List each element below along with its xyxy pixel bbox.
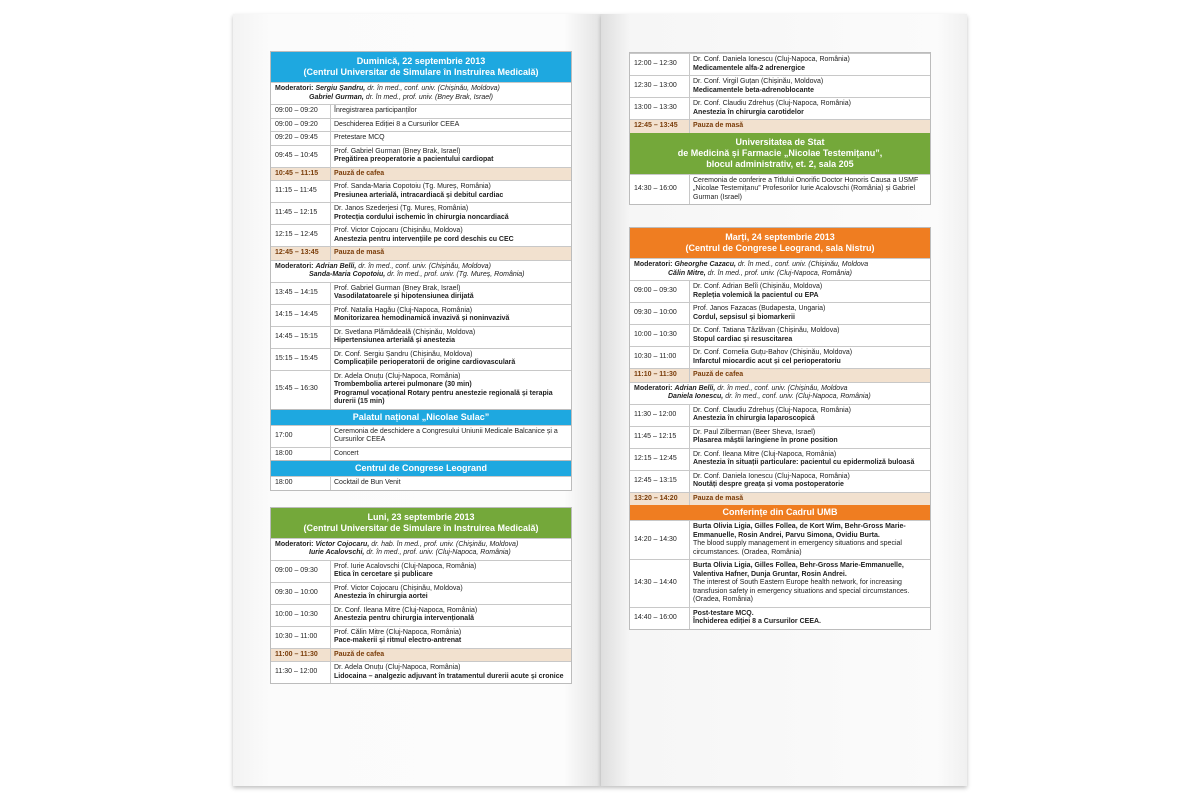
session-content bbox=[331, 627, 571, 648]
moderator-name: Sergiu Șandru, bbox=[315, 85, 366, 92]
moderator-affiliation: dr. în med., conf. univ. (Chișinău, Moldova bbox=[715, 384, 848, 392]
section-header bbox=[630, 133, 930, 174]
session-time: 11:30 – 12:00 bbox=[271, 662, 331, 683]
break-label: Pauza de masă bbox=[693, 494, 744, 502]
session-speaker: Prof. Victor Cojocaru (Chișinău, Moldova) bbox=[334, 227, 463, 234]
session-content bbox=[331, 605, 571, 626]
session-topic: Post-testare MCQ. bbox=[693, 609, 754, 617]
section-title-line: Universitatea de Stat bbox=[735, 136, 825, 147]
section-title-line: Marți, 24 septembrie 2013 bbox=[725, 232, 835, 242]
session-row bbox=[271, 145, 571, 167]
session-row bbox=[271, 447, 571, 461]
session-time: 14:30 – 16:00 bbox=[630, 175, 690, 205]
session-row bbox=[271, 104, 571, 118]
session-speaker: Ceremonia de deschidere a Congresului Uniunii Medicale Balcanice și a Cursurilor CEEA bbox=[334, 427, 558, 443]
moderators-row bbox=[271, 260, 571, 282]
session-speaker: Dr. Conf. Cornelia Guțu-Bahov (Chișinău, Moldova) bbox=[693, 349, 853, 356]
session-time: 10:30 – 11:00 bbox=[271, 627, 331, 648]
session-speaker: Dr. Conf. Virgil Guțan (Chișinău, Moldova) bbox=[693, 78, 824, 85]
break-row bbox=[630, 492, 930, 506]
section-title-line: Palatul național „Nicolae Sulac” bbox=[352, 411, 490, 422]
session-row bbox=[630, 520, 930, 559]
right-page bbox=[601, 14, 967, 786]
session-speaker: Concert bbox=[334, 449, 359, 457]
session-content bbox=[690, 405, 930, 426]
session-content bbox=[690, 175, 930, 205]
session-row bbox=[630, 448, 930, 470]
session-row bbox=[271, 582, 571, 604]
session-time: 13:00 – 13:30 bbox=[630, 98, 690, 119]
session-content bbox=[331, 561, 571, 582]
moderator-line bbox=[275, 271, 567, 280]
session-speaker: Prof. Natalia Hagău (Cluj-Napoca, România) bbox=[334, 306, 473, 314]
session-row bbox=[630, 470, 930, 492]
moderator-name: Călin Mitre, bbox=[668, 269, 706, 277]
session-topic: Pace-makerii și ritmul electro-antrenat bbox=[334, 637, 462, 644]
session-topic: Stopul cardiac și resuscitarea bbox=[693, 335, 793, 343]
section-header bbox=[630, 228, 930, 258]
session-topic: Lidocaina – analgezic adjuvant în tratamentul durerii acute și cronice bbox=[334, 672, 564, 680]
moderator-affiliation: dr. în med., prof. univ. (Bney Brak, Israel) bbox=[363, 93, 494, 101]
session-row bbox=[271, 202, 571, 224]
session-time: 09:30 – 10:00 bbox=[630, 303, 690, 324]
session-row bbox=[630, 302, 930, 324]
moderator-line bbox=[634, 261, 926, 270]
session-topic: Medicamentele beta-adrenoblocante bbox=[693, 86, 814, 94]
session-time: 09:45 – 10:45 bbox=[271, 146, 331, 167]
session-content bbox=[690, 560, 930, 607]
session-row bbox=[271, 131, 571, 145]
program-block-mon bbox=[270, 507, 572, 685]
session-row bbox=[271, 476, 571, 490]
session-topic: Etica în cercetare și publicare bbox=[334, 571, 433, 578]
session-speaker: Prof. Călin Mitre (Cluj-Napoca, România) bbox=[334, 628, 462, 636]
session-content bbox=[331, 225, 571, 246]
session-speaker: Dr. Adela Onuțu (Cluj-Napoca, România) bbox=[334, 372, 461, 380]
session-row bbox=[271, 180, 571, 202]
session-topic: Anestezia în chirurgia aortei bbox=[334, 593, 428, 600]
session-speaker: Dr. Conf. Daniela Ionescu (Cluj-Napoca, România) bbox=[693, 472, 850, 480]
session-time: 09:20 – 09:45 bbox=[271, 132, 331, 145]
session-topic: Hipertensiunea arterială și anestezia bbox=[334, 337, 455, 344]
session-speaker: Dr. Janos Szederjesi (Tg. Mureș, România) bbox=[334, 205, 469, 212]
moderators-label: Moderatori: bbox=[275, 262, 316, 270]
session-time: 09:00 – 09:20 bbox=[271, 105, 331, 118]
session-content bbox=[331, 349, 571, 370]
session-content bbox=[690, 303, 930, 324]
break-row bbox=[630, 368, 930, 382]
session-topic: Programul vocațional Rotary pentru anestezie regională și terapia durerii (15 min) bbox=[334, 389, 553, 405]
moderator-affiliation: dr. în med., prof. univ. (Cluj-Napoca, România) bbox=[364, 549, 511, 556]
session-row bbox=[271, 661, 571, 683]
session-time: 13:45 – 14:15 bbox=[271, 283, 331, 304]
session-row bbox=[630, 607, 930, 629]
moderator-line bbox=[275, 85, 567, 94]
session-row bbox=[271, 282, 571, 304]
section-header bbox=[271, 508, 571, 538]
moderator-name: Adrian Belîi, bbox=[674, 384, 716, 392]
session-topic: Medicamentele alfa-2 adrenergice bbox=[693, 64, 806, 72]
session-content bbox=[690, 521, 930, 559]
session-row bbox=[630, 346, 930, 368]
session-speaker: Deschiderea Ediției 8 a Cursurilor CEEA bbox=[334, 120, 460, 128]
left-column bbox=[270, 51, 572, 684]
moderator-name: Daniela Ionescu, bbox=[668, 393, 724, 400]
session-content bbox=[690, 608, 930, 629]
section-title-line: Centrul de Congrese Leogrand bbox=[354, 463, 488, 473]
session-speaker: Dr. Conf. Ileana Mitre (Cluj-Napoca, România) bbox=[693, 450, 837, 458]
section-title-line: de Medicină și Farmacie „Nicolae Testemițanu”, bbox=[677, 147, 883, 158]
session-topic: Burta Olivia Ligia, Gilles Follea, Behr-Gross Marie-Emmanuelle, Valentiva Hafner, Dunja Gruntar, Rosin Andrei. bbox=[693, 562, 904, 578]
section-header bbox=[271, 52, 571, 82]
session-content bbox=[331, 305, 571, 326]
moderator-name: Adrian Belîi, bbox=[315, 262, 357, 270]
moderator-name: Victor Cojocaru, bbox=[315, 540, 370, 548]
session-row bbox=[271, 604, 571, 626]
session-row bbox=[630, 174, 930, 205]
session-content bbox=[690, 449, 930, 470]
session-speaker: Ceremonia de conferire a Titlului Onorific Doctor Honoris Causa a USMF „Nicolae Testemițanu” Profesorilor Iurie Acalovschi (România) și Gabriel Gurman (Israel) bbox=[693, 176, 919, 201]
section-title-line: blocul administrativ, et. 2, sala 205 bbox=[706, 158, 854, 169]
moderators-row bbox=[630, 258, 930, 280]
session-topic: Plasarea măștii laringiene în prone position bbox=[693, 437, 838, 444]
session-content bbox=[690, 427, 930, 448]
session-speaker: Dr. Conf. Claudiu Zdrehuș (Cluj-Napoca, România) bbox=[693, 406, 851, 414]
session-content bbox=[331, 146, 571, 167]
session-content bbox=[331, 105, 571, 118]
section-header bbox=[271, 410, 571, 425]
moderator-line bbox=[634, 270, 926, 279]
section-title-line: (Centrul de Congrese Leogrand, sala Nistru) bbox=[685, 243, 875, 253]
session-time: 09:00 – 09:30 bbox=[271, 561, 331, 582]
session-topic: Pregătirea preoperatorie a pacientului cardiopat bbox=[334, 156, 494, 163]
session-speaker: Pretestare MCQ bbox=[334, 134, 385, 141]
session-speaker: Prof. Gabriel Gurman (Bney Brak, Israel) bbox=[334, 147, 461, 155]
session-row bbox=[271, 304, 571, 326]
session-topic: Anestezia în situații particulare: pacientul cu epidermoliză buloasă bbox=[693, 459, 915, 466]
moderators-row bbox=[630, 382, 930, 404]
session-time: 12:15 – 12:45 bbox=[630, 449, 690, 470]
session-content bbox=[331, 327, 571, 348]
session-topic: Anestezia pentru intervențiile pe cord deschis cu CEC bbox=[334, 235, 514, 243]
session-speaker: Dr. Conf. Sergiu Șandru (Chișinău, Moldova) bbox=[334, 350, 473, 358]
session-time: 13:20 – 14:20 bbox=[630, 493, 690, 506]
session-content bbox=[690, 54, 930, 75]
break-row bbox=[271, 648, 571, 662]
session-speaker: The blood supply management in emergency situations and special circumstances. (Oradea, România) bbox=[693, 540, 902, 556]
session-time: 15:15 – 15:45 bbox=[271, 349, 331, 370]
session-speaker: Dr. Conf. Adrian Belîi (Chișinău, Moldova) bbox=[693, 283, 823, 290]
session-row bbox=[271, 224, 571, 246]
section-header bbox=[630, 505, 930, 520]
session-content bbox=[690, 347, 930, 368]
break-row bbox=[271, 167, 571, 181]
session-content bbox=[690, 76, 930, 97]
session-row bbox=[630, 404, 930, 426]
session-row bbox=[630, 97, 930, 119]
session-time: 12:45 – 13:45 bbox=[630, 120, 690, 133]
session-time: 12:45 – 13:45 bbox=[271, 247, 331, 260]
session-row bbox=[271, 326, 571, 348]
break-label: Pauză de cafea bbox=[334, 650, 385, 658]
session-speaker: Dr. Adela Onuțu (Cluj-Napoca, România) bbox=[334, 664, 461, 671]
session-content bbox=[331, 181, 571, 202]
moderator-name: Gabriel Gurman, bbox=[309, 93, 364, 101]
session-time: 09:00 – 09:30 bbox=[630, 281, 690, 302]
moderator-affiliation: dr. în med., conf. univ. (Chișinău, Moldova) bbox=[365, 85, 500, 92]
session-speaker: The interest of South Eastern Europe health network, for increasing transfusion safety in emergency situations and special circumstances. (Oradea, România) bbox=[693, 579, 910, 603]
session-content bbox=[331, 119, 571, 132]
break-label: Pauza de masă bbox=[334, 249, 385, 256]
session-speaker: Dr. Conf. Ileana Mitre (Cluj-Napoca, România) bbox=[334, 606, 478, 614]
break-row bbox=[271, 246, 571, 260]
session-row bbox=[271, 560, 571, 582]
session-topic: Vasodilatatoarele și hipotensiunea dirijată bbox=[334, 293, 474, 300]
session-topic: Noutăți despre greața și voma postoperatorie bbox=[693, 481, 844, 488]
session-time: 15:45 – 16:30 bbox=[271, 371, 331, 409]
session-topic: Cordul, sepsisul și biomarkerii bbox=[693, 313, 795, 321]
session-topic: Anestezia pentru chirurgia intervențională bbox=[334, 615, 475, 622]
session-content bbox=[690, 281, 930, 302]
moderator-affiliation: dr. hab. în med., prof. univ. (Chișinău, Moldova) bbox=[369, 540, 519, 548]
moderator-line bbox=[275, 94, 567, 103]
session-topic: Anestezia în chirurgia laparoscopică bbox=[693, 415, 815, 422]
session-time: 11:30 – 12:00 bbox=[630, 405, 690, 426]
break-label: Pauză de cafea bbox=[693, 371, 744, 378]
session-content bbox=[690, 325, 930, 346]
break-row bbox=[630, 119, 930, 133]
session-topic: Monitorizarea hemodinamică invazivă și noninvazivă bbox=[334, 315, 510, 322]
session-row bbox=[630, 426, 930, 448]
section-header bbox=[271, 461, 571, 476]
session-speaker: Prof. Janos Fazacas (Budapesta, Ungaria) bbox=[693, 305, 826, 312]
session-content bbox=[331, 583, 571, 604]
session-speaker: Cocktail de Bun Venit bbox=[334, 479, 401, 486]
section-title-line: (Centrul Universitar de Simulare în Instruirea Medicală) bbox=[303, 67, 539, 77]
moderator-affiliation: dr. în med., conf. univ. (Chișinău, Moldova bbox=[735, 261, 869, 268]
moderators-row bbox=[271, 538, 571, 560]
section-title-line: Duminică, 22 septembrie 2013 bbox=[356, 56, 486, 66]
session-speaker: Prof. Iurie Acalovschi (Cluj-Napoca, România) bbox=[334, 562, 477, 570]
session-time: 18:00 bbox=[271, 448, 331, 461]
moderators-row bbox=[271, 82, 571, 104]
session-speaker: Prof. Victor Cojocaru (Chișinău, Moldova) bbox=[334, 584, 463, 592]
session-time: 10:30 – 11:00 bbox=[630, 347, 690, 368]
session-time: 12:30 – 13:00 bbox=[630, 76, 690, 97]
session-topic: Presiunea arterială, intracardiacă și debitul cardiac bbox=[334, 191, 504, 199]
program-block-palat bbox=[270, 410, 572, 462]
session-content bbox=[331, 426, 571, 447]
session-time: 18:00 bbox=[271, 477, 331, 490]
session-topic: Complicațiile perioperatorii de origine cardiovasculară bbox=[334, 359, 516, 366]
session-content bbox=[331, 283, 571, 304]
session-time: 14:20 – 14:30 bbox=[630, 521, 690, 559]
program-block-sun bbox=[270, 51, 572, 410]
session-topic: Trombembolia arterei pulmonare (30 min) bbox=[334, 381, 472, 388]
session-row bbox=[630, 75, 930, 97]
session-time: 11:45 – 12:15 bbox=[630, 427, 690, 448]
session-speaker: Prof. Sanda-Maria Copotoiu (Tg. Mureș, România) bbox=[334, 183, 491, 190]
moderator-name: Sanda-Maria Copotoiu, bbox=[309, 271, 386, 278]
moderator-line bbox=[275, 549, 567, 558]
session-speaker: Înregistrarea participanților bbox=[334, 107, 417, 114]
right-column bbox=[629, 52, 931, 630]
moderators-label: Moderatori: bbox=[275, 540, 316, 548]
moderator-line bbox=[275, 541, 567, 550]
session-time: 11:10 – 11:30 bbox=[630, 369, 690, 382]
moderator-line bbox=[275, 263, 567, 272]
left-page bbox=[233, 14, 601, 786]
session-content bbox=[331, 448, 571, 461]
session-time: 11:00 – 11:30 bbox=[271, 649, 331, 662]
session-topic: Repleția volemică la pacientul cu EPA bbox=[693, 291, 819, 299]
session-time: 17:00 bbox=[271, 426, 331, 447]
session-time: 12:00 – 12:30 bbox=[630, 54, 690, 75]
session-topic: Protecția cordului ischemic în chirurgia noncardiacă bbox=[334, 213, 509, 221]
moderator-line bbox=[634, 385, 926, 394]
session-content bbox=[331, 132, 571, 145]
session-topic: Burta Olivia Ligia, Gilles Follea, de Kort Wim, Behr-Gross Marie-Emmanuelle, Rosin Andrei, Parvu Simona, Ovidiu Burta. bbox=[693, 523, 906, 539]
session-row bbox=[630, 559, 930, 607]
session-row bbox=[271, 370, 571, 409]
session-time: 14:45 – 15:15 bbox=[271, 327, 331, 348]
session-content bbox=[331, 371, 571, 409]
section-title-line: Conferințe din Cadrul UMB bbox=[722, 507, 838, 517]
session-time: 10:45 – 11:15 bbox=[271, 168, 331, 181]
break-label: Pauză de cafea bbox=[334, 169, 385, 177]
session-time: 11:15 – 11:45 bbox=[271, 181, 331, 202]
session-row bbox=[271, 626, 571, 648]
session-speaker: Prof. Gabriel Gurman (Bney Brak, Israel) bbox=[334, 284, 461, 292]
moderator-affiliation: dr. în med., conf. univ. (Chișinău, Moldova) bbox=[356, 262, 491, 270]
moderator-affiliation: dr. în med., prof. univ. (Cluj-Napoca, România) bbox=[705, 269, 853, 277]
session-row bbox=[630, 324, 930, 346]
session-time: 10:00 – 10:30 bbox=[271, 605, 331, 626]
session-content bbox=[690, 471, 930, 492]
session-row bbox=[271, 425, 571, 447]
session-row bbox=[630, 280, 930, 302]
moderator-affiliation: dr. în med., prof. univ. (Tg. Mureș, România) bbox=[385, 271, 525, 278]
session-time: 09:30 – 10:00 bbox=[271, 583, 331, 604]
session-topic: Infarctul miocardic acut și cel perioperatoriu bbox=[693, 357, 841, 365]
session-time: 12:45 – 13:15 bbox=[630, 471, 690, 492]
session-speaker: Dr. Conf. Daniela Ionescu (Cluj-Napoca, România) bbox=[693, 56, 850, 63]
session-time: 14:30 – 14:40 bbox=[630, 560, 690, 607]
session-topic: Închiderea ediției 8 a Cursurilor CEEA. bbox=[693, 618, 821, 625]
moderator-affiliation: dr. în med., conf. univ. (Cluj-Napoca, România) bbox=[723, 393, 871, 400]
moderator-name: Gheorghe Cazacu, bbox=[674, 261, 736, 268]
moderators-label: Moderatori: bbox=[634, 261, 675, 268]
section-title-line: (Centrul Universitar de Simulare în Instruirea Medicală) bbox=[303, 522, 539, 533]
session-row bbox=[630, 53, 930, 75]
session-topic: Anestezia în chirurgia carotidelor bbox=[693, 108, 804, 116]
session-time: 14:40 – 16:00 bbox=[630, 608, 690, 629]
break-label: Pauza de masă bbox=[693, 122, 744, 129]
program-block-tuesday bbox=[629, 227, 931, 630]
session-time: 14:15 – 14:45 bbox=[271, 305, 331, 326]
moderator-name: Iurie Acalovschi, bbox=[309, 549, 365, 556]
session-time: 09:00 – 09:20 bbox=[271, 119, 331, 132]
session-content bbox=[331, 203, 571, 224]
session-time: 12:15 – 12:45 bbox=[271, 225, 331, 246]
session-row bbox=[271, 118, 571, 132]
program-block-continued bbox=[629, 52, 931, 205]
moderators-label: Moderatori: bbox=[275, 85, 316, 92]
moderators-label: Moderatori: bbox=[634, 384, 675, 392]
session-time: 11:45 – 12:15 bbox=[271, 203, 331, 224]
moderator-line bbox=[634, 393, 926, 402]
session-speaker: Dr. Svetlana Plămădeală (Chișinău, Moldova) bbox=[334, 328, 476, 336]
session-content bbox=[331, 662, 571, 683]
session-speaker: Dr. Paul Zilberman (Beer Sheva, Israel) bbox=[693, 428, 816, 436]
section-title-line: Luni, 23 septembrie 2013 bbox=[367, 511, 475, 522]
session-content bbox=[331, 477, 571, 490]
session-speaker: Dr. Conf. Claudiu Zdrehuș (Cluj-Napoca, România) bbox=[693, 100, 851, 107]
session-speaker: Dr. Conf. Tatiana Tăzlăvan (Chișinău, Moldova) bbox=[693, 327, 840, 334]
session-content bbox=[690, 98, 930, 119]
session-row bbox=[271, 348, 571, 370]
program-block-leogrand bbox=[270, 461, 572, 491]
session-time: 10:00 – 10:30 bbox=[630, 325, 690, 346]
